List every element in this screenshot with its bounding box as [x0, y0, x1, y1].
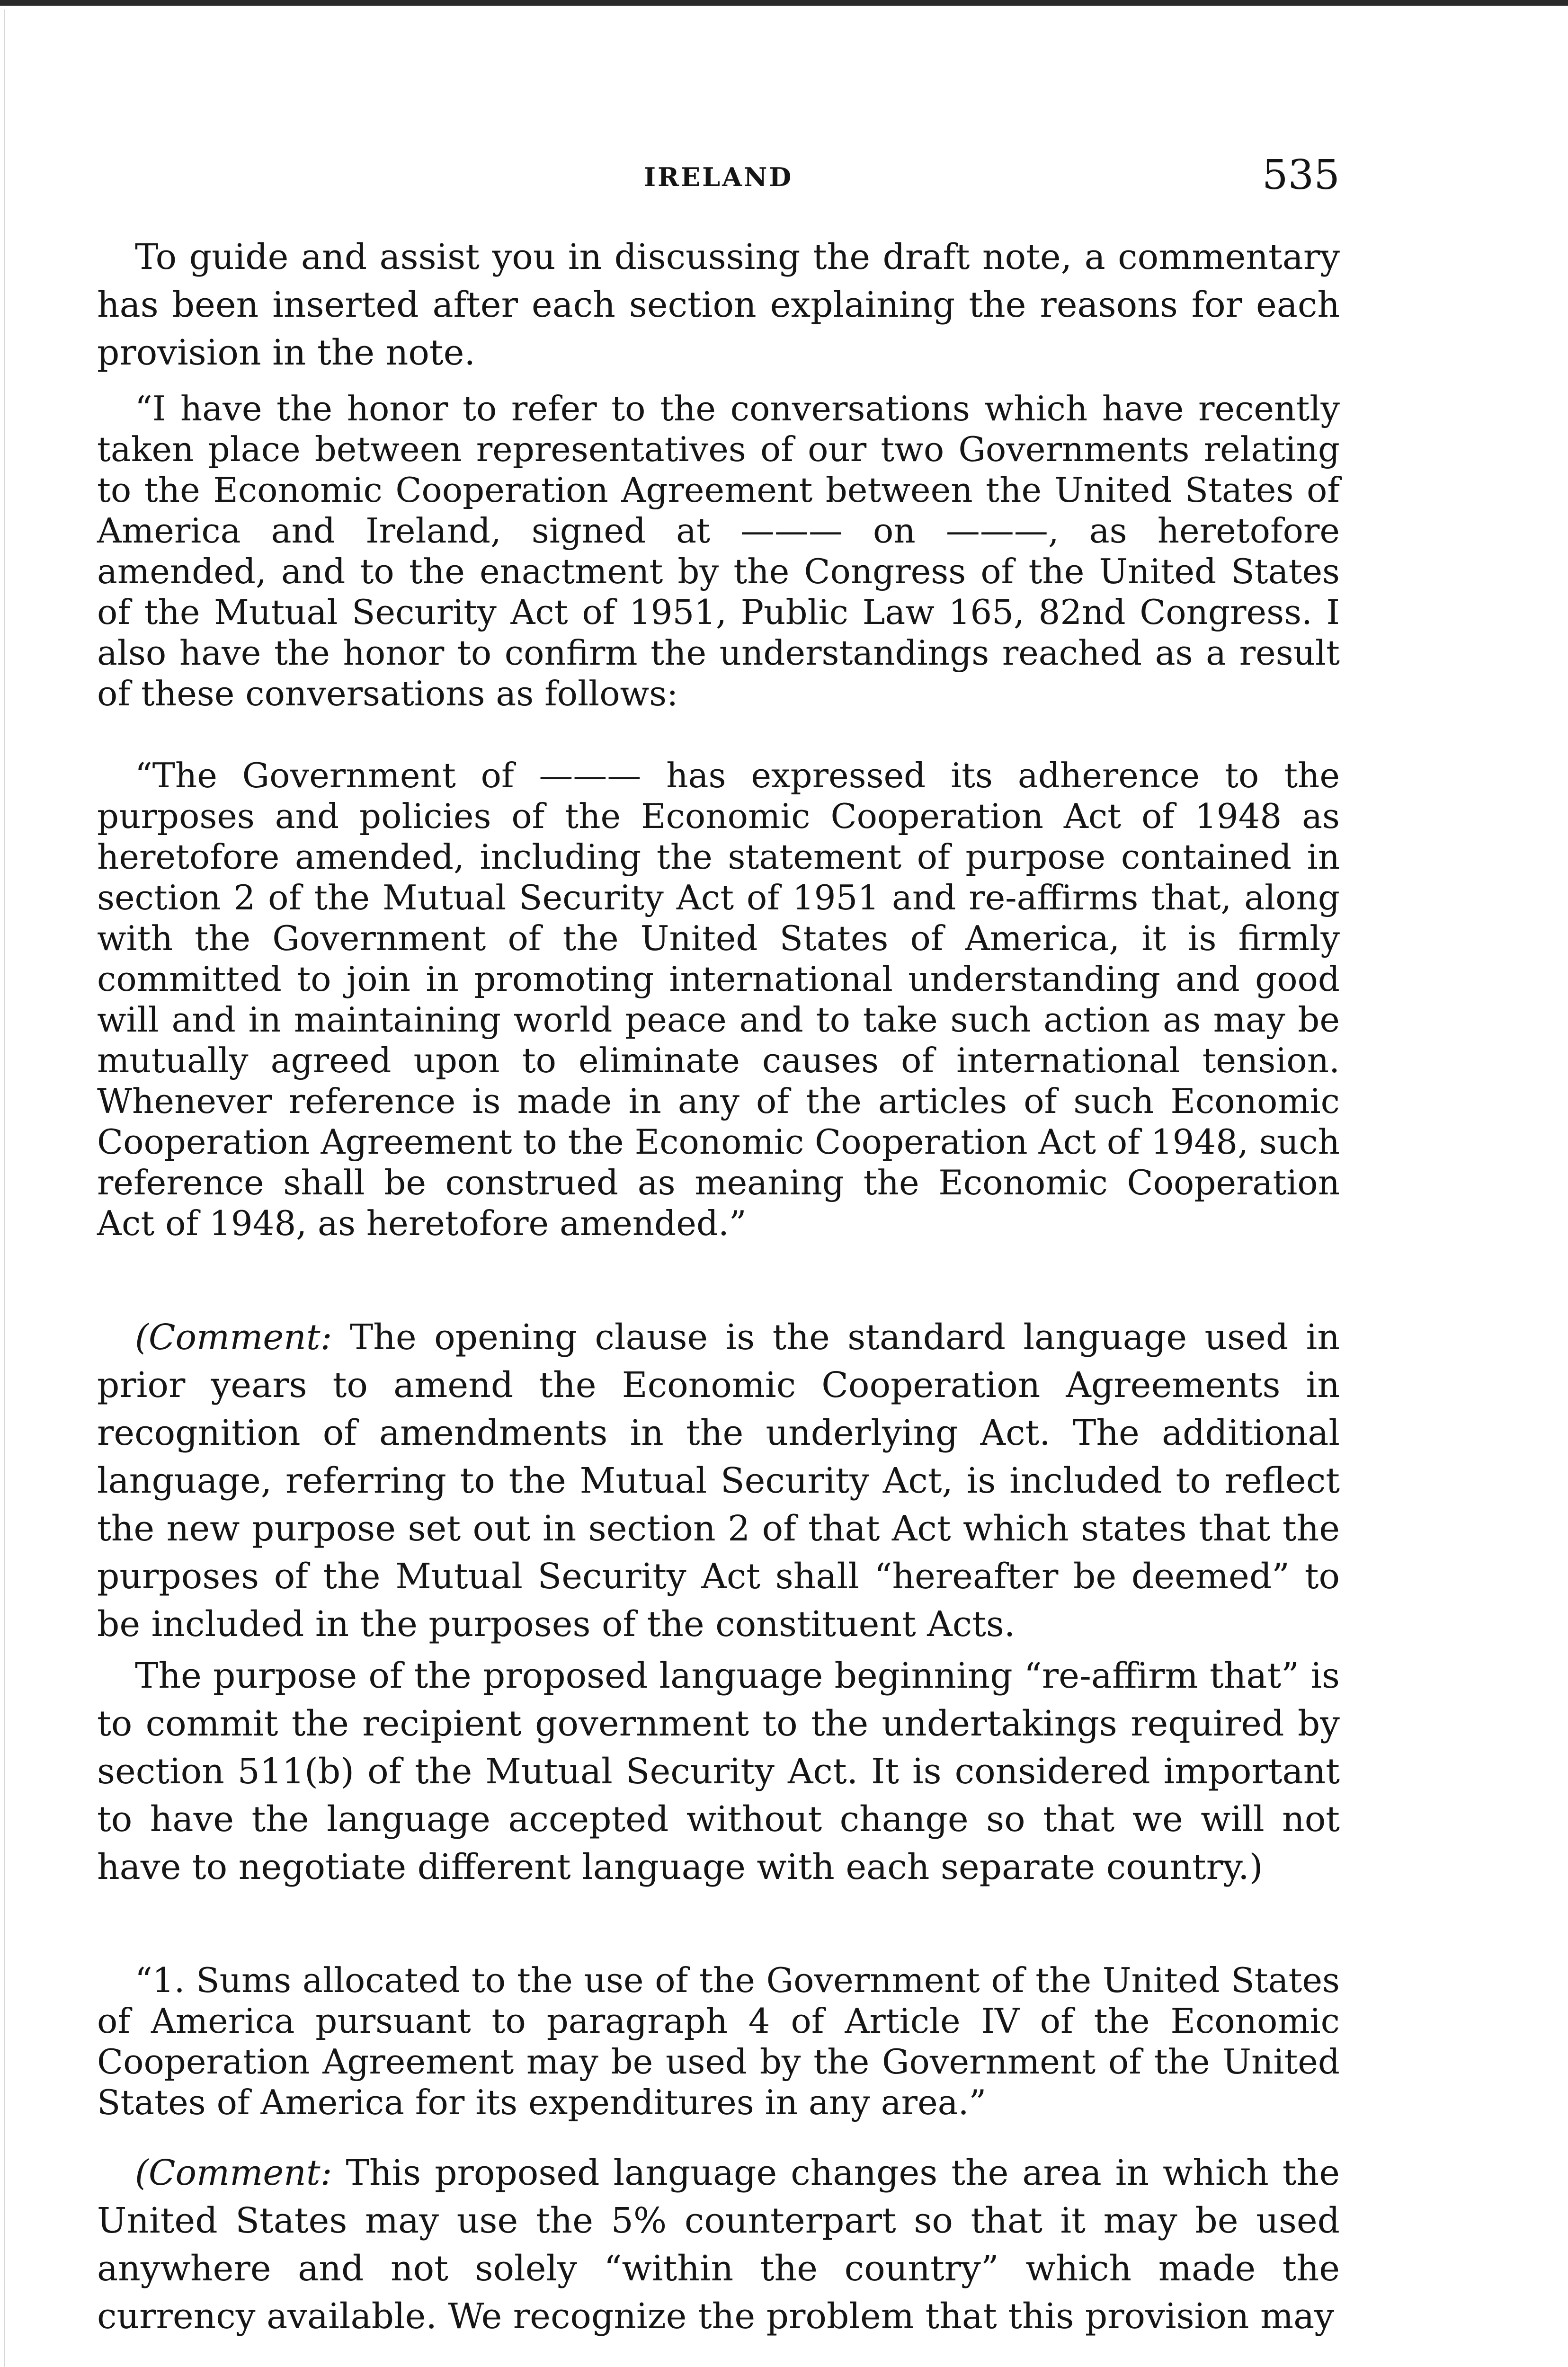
comment-paragraph-2	[97, 1652, 1340, 1891]
page-number: 535	[1262, 151, 1340, 199]
paragraph-text: “The Government of ——— has expressed its adherence to the purposes and policies of the Economic Cooperation Act of 1948 as heretofore amended, including the statement of purpose contained in section 2 of the Mutual Security Act of 1951 and re-affirms that, along with the Government of the United States of America, it is firmly committed to join in promoting international understanding and good will and in maintaining world peace and to take such action as may be mutually agreed upon to eliminate causes of international tension. Whenever reference is made in any of the articles of such Economic Cooperation Agreement to the Economic Cooperation Act of 1948, such reference shall be construed as meaning the Economic Cooperation Act of 1948, as heretofore amended.”	[97, 756, 1340, 1243]
page-left-edge	[4, 9, 5, 2367]
page-top-border	[0, 0, 1568, 6]
draft-note-item-1	[97, 1960, 1340, 2123]
comment-label: (Comment:	[135, 2153, 332, 2193]
paragraph-text: “I have the honor to refer to the conversations which have recently taken place between representatives of our two Governments relating to the Economic Cooperation Agreement between the United States of America and Ireland, signed at ——— on ———, as heretofore amended, and to the enactment by the Congress of the United States of the Mutual Security Act of 1951, Public Law 165, 82nd Congress. I also have the honor to confirm the understandings reached as a result of these conversations as follows:	[97, 389, 1340, 713]
comment-label: (Comment:	[135, 1317, 332, 1358]
running-head: IRELAND	[643, 162, 793, 192]
paragraph-text: This proposed language changes the area in which the United States may use the 5% counterpart so that it may be used anywhere and not solely “within the country” which made the currency available. We recognize the problem that this provision may	[97, 2153, 1340, 2337]
paragraph-text: The purpose of the proposed language beginning “re-affirm that” is to commit the recipient government to the undertakings required by section 511(b) of the Mutual Security Act. It is considered important to have the language accepted without change so that we will not have to negotiate different language with each separate country.)	[97, 1655, 1340, 1887]
draft-note-opening-paragraph	[97, 388, 1340, 714]
intro-paragraph	[97, 233, 1340, 377]
paragraph-text: The opening clause is the standard language used in prior years to amend the Economic Cooperation Agreements in recognition of amendments in the underlying Act. The additional language, referring to the Mutual Security Act, is included to reflect the new purpose set out in section 2 of that Act which states that the purposes of the Mutual Security Act shall “hereafter be deemed” to be included in the purposes of the constituent Acts.	[97, 1317, 1340, 1645]
paragraph-text: To guide and assist you in discussing the draft note, a commentary has been inserted after each section explaining the reasons for each provision in the note.	[97, 237, 1340, 373]
comment-paragraph-1	[97, 1314, 1340, 1648]
draft-note-government-paragraph	[97, 755, 1340, 1244]
comment-paragraph-3	[97, 2149, 1340, 2340]
paragraph-text: “1. Sums allocated to the use of the Government of the United States of America pursuant to paragraph 4 of Article IV of the Economic Cooperation Agreement may be used by the Government of the United States of America for its expenditures in any area.”	[97, 1960, 1340, 2122]
page-header	[97, 151, 1340, 204]
